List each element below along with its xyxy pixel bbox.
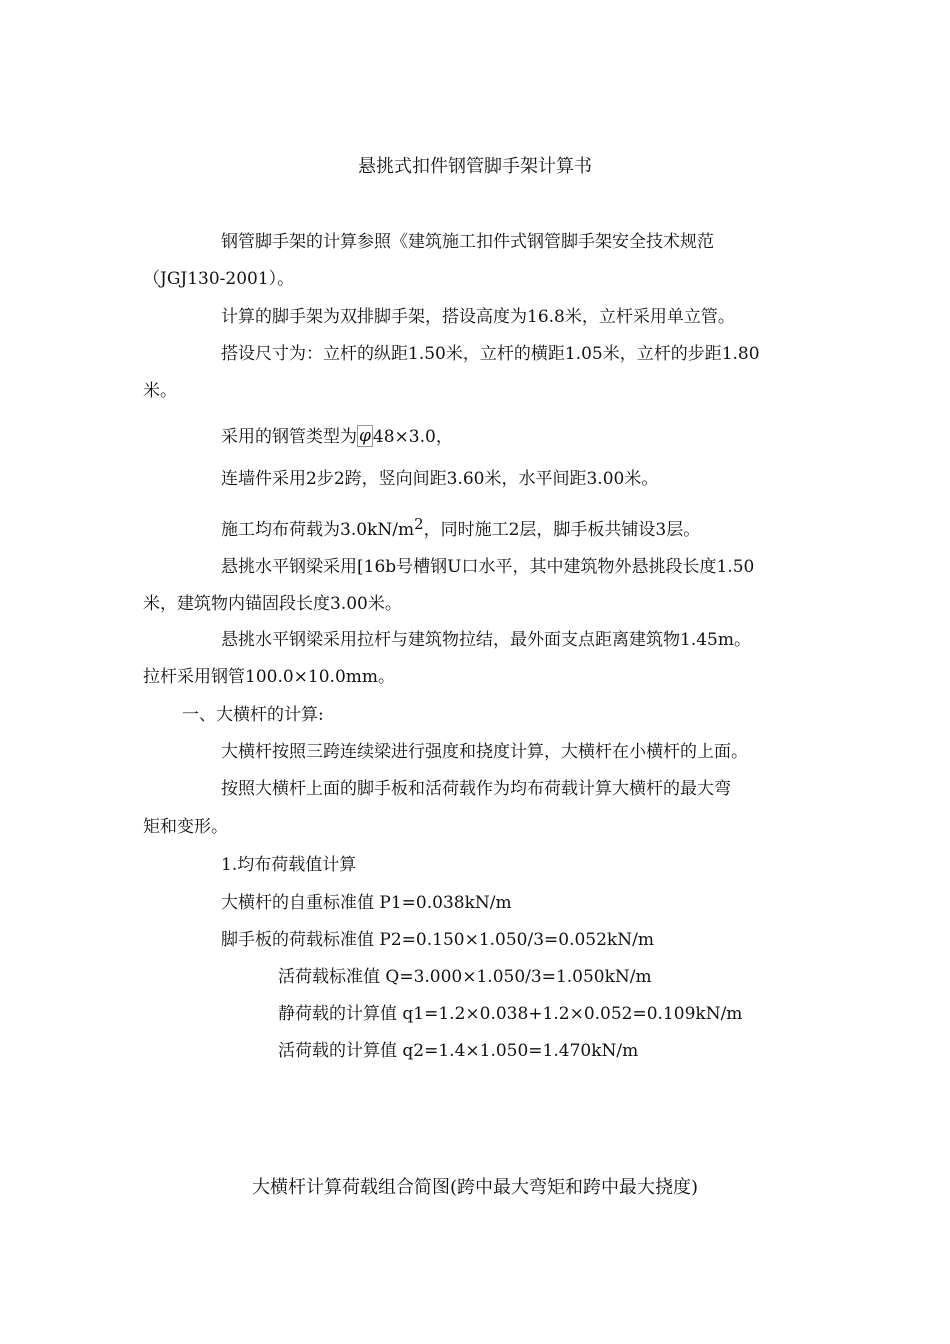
section-heading-ledger: 一、大横杆的计算: — [182, 705, 324, 725]
calc-live-load-design: 活荷载的计算值 q2=1.4×1.050=1.470kN/m — [278, 1041, 639, 1061]
paragraph-reference-line1: 钢管脚手架的计算参照《建筑施工扣件式钢管脚手架安全技术规范 — [221, 232, 714, 252]
paragraph-ledger-load-line2: 矩和变形。 — [143, 817, 228, 837]
paragraph-tie-rod-line1: 悬挑水平钢梁采用拉杆与建筑物拉结，最外面支点距离建筑物1.45m。 — [221, 630, 751, 650]
subheading-uniform-load: 1.均布荷载值计算 — [221, 855, 357, 875]
pipe-type-suffix: 48×3.0， — [372, 427, 453, 447]
load-superscript: 2 — [414, 515, 424, 533]
load-prefix: 施工均布荷载为3.0kN/m — [221, 520, 415, 540]
figure-caption: 大横杆计算荷载组合简图(跨中最大弯矩和跨中最大挠度) — [251, 1177, 699, 1198]
load-suffix: ，同时施工2层，脚手板共铺设3层。 — [423, 520, 701, 540]
calc-board-load: 脚手板的荷载标准值 P2=0.150×1.050/3=0.052kN/m — [221, 930, 654, 950]
paragraph-dimensions-line1: 搭设尺寸为：立杆的纵距1.50米，立杆的横距1.05米，立杆的步距1.80 — [221, 344, 760, 364]
paragraph-reference-line2: （JGJ130-2001）。 — [143, 269, 295, 289]
calc-live-load-standard: 活荷载标准值 Q=3.000×1.050/3=1.050kN/m — [278, 967, 652, 987]
paragraph-ledger-method: 大横杆按照三跨连续梁进行强度和挠度计算，大横杆在小横杆的上面。 — [221, 742, 748, 762]
paragraph-ledger-load-line1: 按照大横杆上面的脚手板和活荷载作为均布荷载计算大横杆的最大弯 — [221, 779, 731, 799]
pipe-type-prefix: 采用的钢管类型为 — [221, 427, 357, 447]
paragraph-scaffold-type: 计算的脚手架为双排脚手架，搭设高度为16.8米，立杆采用单立管。 — [221, 307, 735, 327]
paragraph-dimensions-line2: 米。 — [143, 381, 177, 401]
phi-symbol: φ — [359, 426, 371, 446]
document-title: 悬挑式扣件钢管脚手架计算书 — [358, 156, 592, 177]
paragraph-cantilever-beam-line2: 米，建筑物内锚固段长度3.00米。 — [143, 594, 402, 614]
calc-dead-load-design: 静荷载的计算值 q1=1.2×0.038+1.2×0.052=0.109kN/m — [278, 1004, 743, 1024]
paragraph-cantilever-beam-line1: 悬挑水平钢梁采用[16b号槽钢U口水平，其中建筑物外悬挑段长度1.50 — [221, 557, 755, 577]
paragraph-pipe-type — [221, 425, 453, 449]
paragraph-wall-ties: 连墙件采用2步2跨，竖向间距3.60米，水平间距3.00米。 — [221, 469, 659, 489]
paragraph-tie-rod-line2: 拉杆采用钢管100.0×10.0mm。 — [143, 667, 396, 687]
paragraph-construction-load — [221, 512, 700, 542]
calc-self-weight: 大横杆的自重标准值 P1=0.038kN/m — [221, 893, 512, 913]
